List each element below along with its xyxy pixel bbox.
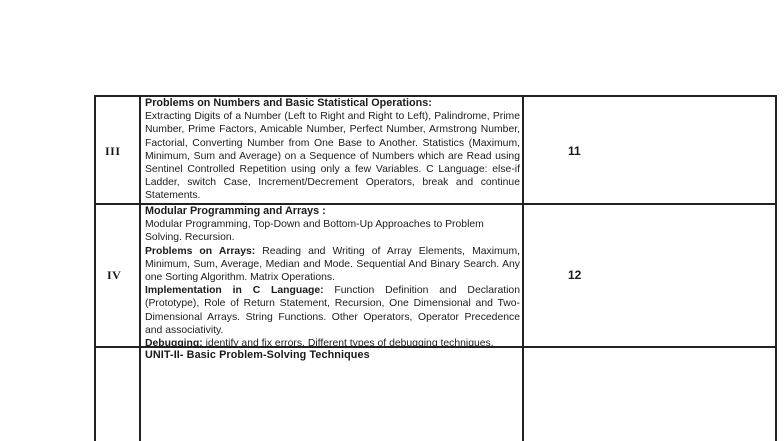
topic-heading: Modular Programming and Arrays :: [145, 205, 326, 217]
table-left-border: [94, 95, 96, 441]
arrays-label: Problems on Arrays:: [145, 245, 256, 257]
column-divider: [522, 95, 524, 441]
arrays-text: Reading and Writing of Array Elements, Maximum, Minimum, Sum, Average, Median and Mode. Sequential And Binary Search. Any one Sorting Algorithm. Matrix Operations.: [145, 245, 520, 284]
topic-heading: Problems on Numbers and Basic Statistical Operations:: [145, 97, 432, 109]
debugging-label: Debugging:: [145, 338, 203, 350]
unit-content: [145, 205, 520, 350]
unit-content: [145, 97, 520, 203]
implementation-label: Implementation in C Language:: [145, 285, 324, 297]
debugging-text: identify and fix errors. Different types of debugging techniques.: [202, 338, 494, 350]
table-right-border: [775, 95, 777, 441]
unit-number: III: [105, 144, 121, 158]
topic-intro: Modular Programming, Top-Down and Bottom-Up Approaches to Problem Solving. Recursion.: [145, 219, 484, 244]
column-divider: [139, 95, 141, 441]
implementation-paragraph: [145, 284, 520, 337]
implementation-text: Function Definition and Declaration (Prototype), Role of Return Statement, Recursion, One Dimensional and Two-Dimensional Arrays. String Functions. Other Operators, Operator Precedence and associativity.: [145, 285, 520, 336]
unit-hours: 11: [568, 144, 581, 158]
next-unit-heading: UNIT-II- Basic Problem-Solving Techniques: [145, 349, 370, 361]
topic-body: Extracting Digits of a Number (Left to Right and Right to Left), Palindrome, Prime Number, Prime Factors, Amicable Number, Perfect Number, Armstrong Number, Factorial, Converting Number from One Base to Another. Statistics (Maximum, Minimum, Sum and Average) on a Sequence of Numbers which are Read using Sentinel Controlled Repetition using only a few Variables. C Language: else-if Ladder, switch Case, Increment/Decrement Operators, break and continue Statements.: [145, 111, 520, 202]
arrays-paragraph: [145, 245, 520, 285]
unit-hours: 12: [568, 268, 582, 282]
unit-number: IV: [107, 268, 122, 282]
